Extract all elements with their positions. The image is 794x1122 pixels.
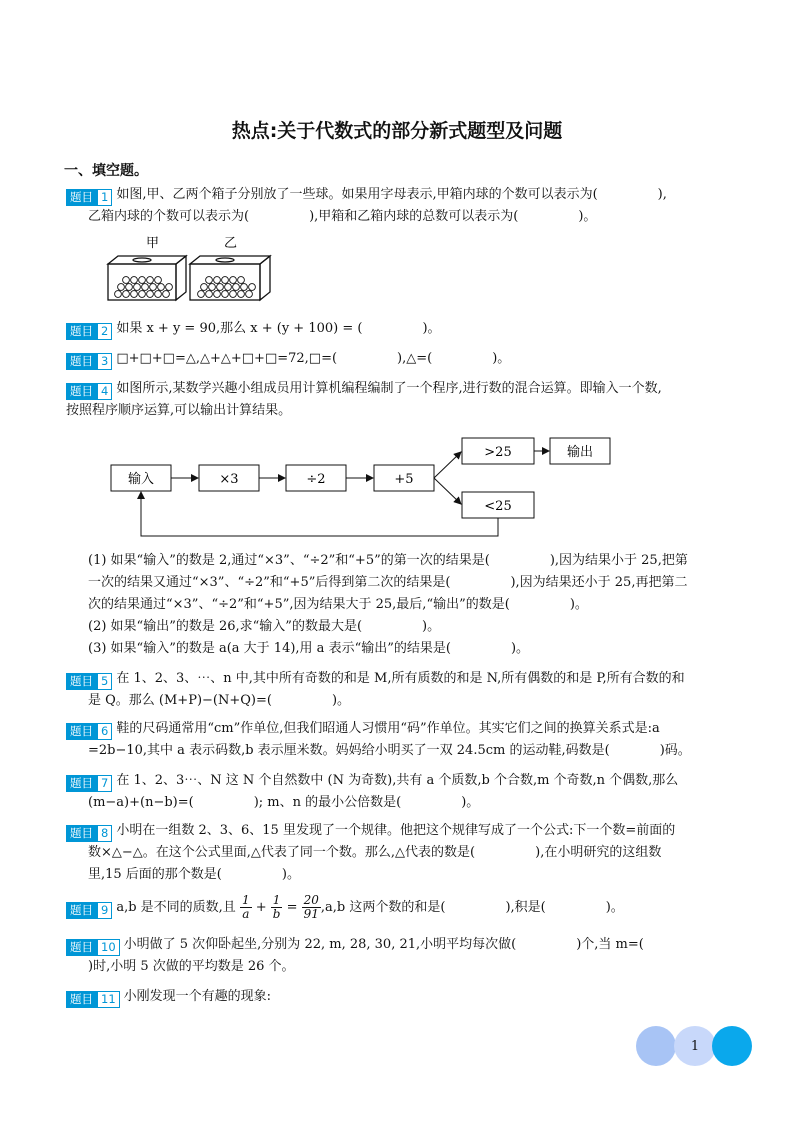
ball [214, 277, 221, 284]
question-tag: 题目 7 [66, 775, 112, 792]
ball-boxes-figure [100, 230, 280, 306]
ball [123, 277, 130, 284]
flow-less: <25 [484, 499, 512, 514]
question-tag: 题目 4 [66, 383, 112, 400]
question-1: 题目 1 如图,甲、乙两个箱子分别放了一些球。如果用字母表示,甲箱内球的个数可以表示为( ), 乙箱内球的个数可以表示为( ),甲箱和乙箱内球的总数可以表示为( )。 [66, 184, 734, 228]
ball [139, 291, 146, 298]
ball [201, 284, 208, 291]
page-circle-left [636, 1026, 676, 1066]
ball [166, 284, 173, 291]
ball [209, 284, 216, 291]
flow-op-add: +5 [394, 472, 414, 487]
ball [206, 291, 213, 298]
flow-greater: >25 [484, 445, 512, 460]
question-tag: 题目 11 [66, 991, 120, 1008]
ball [241, 284, 248, 291]
question-10: 题目 10 小明做了 5 次仰卧起坐,分别为 22, m, 28, 30, 21,小明平均每次做( )个,当 m=( )时,小明 5 次做的平均数是 26 个。 [66, 934, 734, 978]
page-circle-right [712, 1026, 752, 1066]
question-3: 题目 3 □+□+□=△,△+△+□+□=72,□=( ),△=( )。 [66, 348, 734, 370]
question-9: 题目 9 a,b 是不同的质数,且 $\frac{1}{a}$ + $\frac{1}{b}$ = $\frac{20}{91}$ ,a,b 这两个数的和是( ),积是( )。 [66, 894, 734, 921]
ball [238, 277, 245, 284]
ball [155, 277, 162, 284]
fraction-20-over-91: $\frac{20}{91}$ [303, 893, 319, 921]
question-8: 题目 8 小明在一组数 2、3、6、15 里发现了一个规律。他把这个规律写成了一个公式:下一个数=前面的 数×△−△。在这个公式里面,△代表了同一个数。那么,△代表的数是( ),在小明研究的这组数 里,15 后面的那个数是( )。 [66, 820, 734, 886]
box-b-label: 乙 [224, 236, 238, 251]
ball [163, 291, 170, 298]
ball [126, 284, 133, 291]
question-4-parts: (1) 如果“输入”的数是 2,通过“×3”、“÷2”和“+5”的第一次的结果是( ),因为结果小于 25,把第 一次的结果又通过“×3”、“÷2”和“+5”后得到第二次的结果是( ),因为结果还小于 25,再把第二 次的结果通过“×3”、“÷2”和“+5”,因为结果大于 25,最后,“输出”的数是( )。 (2) 如果“输出”的数是 26,求“输入”的数最大是( )。 (3) 如果“输入”的数是 a(a 大于 14),用 a 表示“输出”的结果是( )。 [88, 553, 688, 656]
question-2: 题目 2 如果 x + y = 90,那么 x + (y + 100) = ( )。 [66, 318, 734, 340]
flow-op-divide: ÷2 [306, 472, 326, 487]
flow-output: 输出 [566, 445, 594, 460]
ball [222, 277, 229, 284]
ball [158, 284, 165, 291]
ball [131, 291, 138, 298]
question-4: 题目 4 如图所示,某数学兴趣小组成员用计算机编程编制了一个程序,进行数的混合运算。即输入一个数, 按照程序顺序运算,可以输出计算结果。 [66, 381, 662, 418]
ball [206, 277, 213, 284]
ball [230, 277, 237, 284]
ball [246, 291, 253, 298]
ball [217, 284, 224, 291]
fraction-1-over-b: $\frac{1}{b}$ [272, 893, 281, 921]
ball [118, 284, 125, 291]
question-tag: 题目 6 [66, 723, 112, 740]
question-tag: 题目 5 [66, 673, 112, 690]
page-number: 1 [674, 1026, 716, 1066]
ball [150, 284, 157, 291]
ball [123, 291, 130, 298]
program-flowchart [108, 434, 628, 544]
fraction-1-over-a: $\frac{1}{a}$ [241, 893, 250, 921]
ball [198, 291, 205, 298]
ball [115, 291, 122, 298]
ball [131, 277, 138, 284]
question-tag: 题目 2 [66, 323, 112, 340]
ball [249, 284, 256, 291]
question-tag: 题目 10 [66, 939, 120, 956]
ball [230, 291, 237, 298]
question-tag: 题目 9 [66, 902, 112, 919]
question-tag: 题目 3 [66, 353, 112, 370]
ball [222, 291, 229, 298]
question-6: 题目 6 鞋的尺码通常用“cm”作单位,但我们昭通人习惯用“码”作单位。其实它们之间的换算关系式是:a =2b−10,其中 a 表示码数,b 表示厘米数。妈妈给小明买了一双 24.5cm 的运动鞋,码数是( )码。 [66, 718, 734, 762]
flow-input: 输入 [127, 472, 155, 487]
ball [155, 291, 162, 298]
ball [134, 284, 141, 291]
ball [139, 277, 146, 284]
ball [214, 291, 221, 298]
page-title: 热点:关于代数式的部分新式题型及问题 [231, 120, 563, 142]
question-tag: 题目 1 [66, 189, 112, 206]
question-11: 题目 11 小刚发现一个有趣的现象: [66, 986, 734, 1008]
ball [233, 284, 240, 291]
ball [147, 277, 154, 284]
question-tag: 题目 8 [66, 825, 112, 842]
ball [147, 291, 154, 298]
question-5: 题目 5 在 1、2、3、⋯、n 中,其中所有奇数的和是 M,所有质数的和是 N,所有偶数的和是 P,所有合数的和 是 Q。那么 (M+P)−(N+Q)=( )。 [66, 668, 734, 712]
box-a-label: 甲 [146, 236, 160, 251]
section-heading: 一、填空题。 [64, 163, 148, 179]
ball [142, 284, 149, 291]
question-7: 题目 7 在 1、2、3⋯、N 这 N 个自然数中 (N 为奇数),共有 a 个质数,b 个合数,m 个奇数,n 个偶数,那么 (m−a)+(n−b)=( ); m、n 的最小公倍数是( )。 [66, 770, 734, 814]
ball [238, 291, 245, 298]
ball [225, 284, 232, 291]
flow-op-multiply: ×3 [219, 472, 239, 487]
